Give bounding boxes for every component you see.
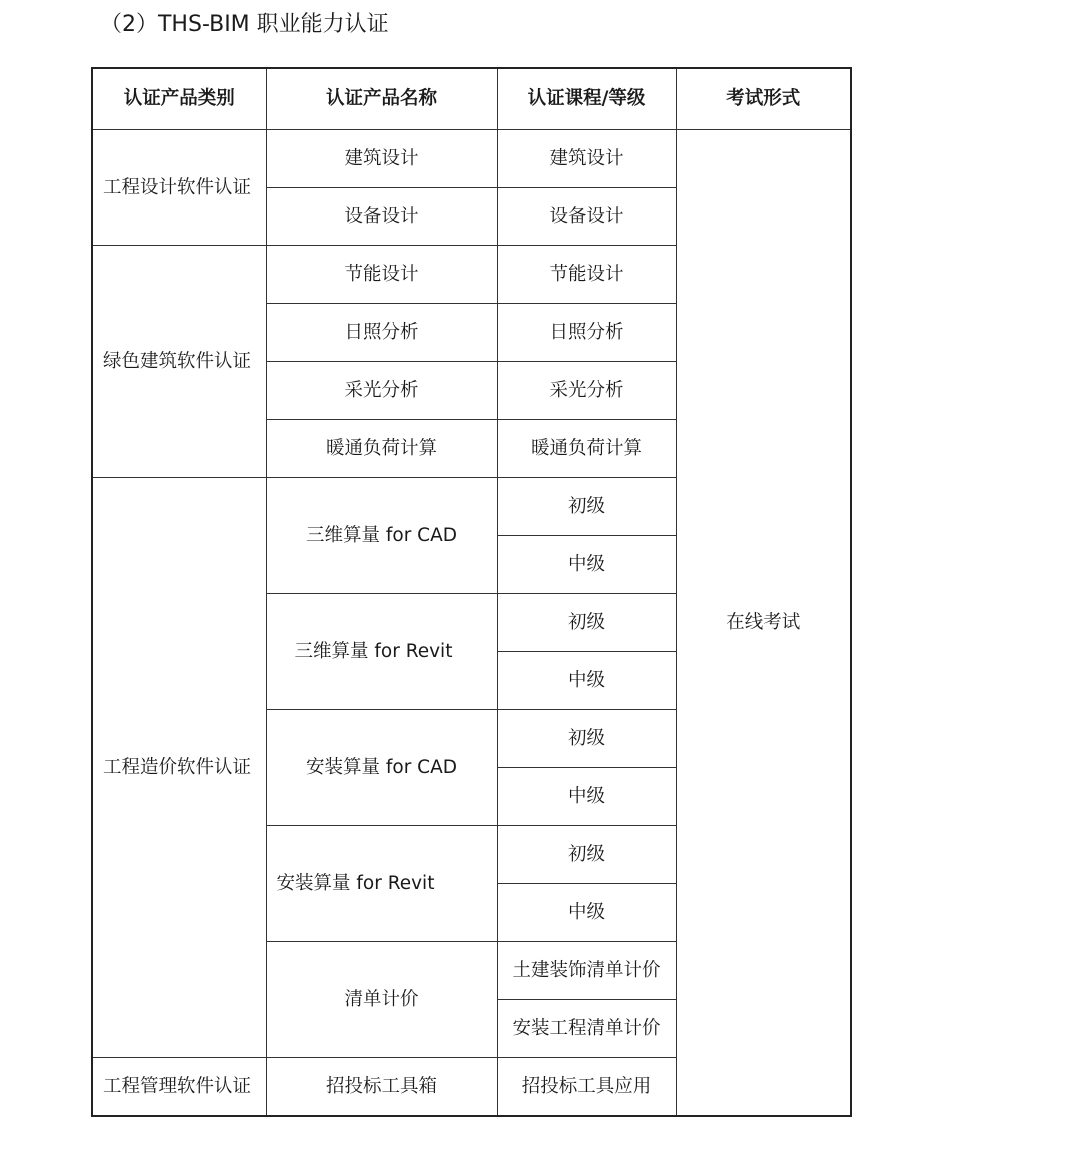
product-name-cell: 建筑设计 — [266, 130, 497, 188]
course-cell: 日照分析 — [497, 304, 676, 362]
product-name-cell: 安装算量 for Revit — [266, 826, 497, 942]
product-name-cell: 清单计价 — [266, 942, 497, 1058]
product-name-cell: 设备设计 — [266, 188, 497, 246]
table-row — [92, 130, 851, 188]
product-name-cell: 三维算量 for Revit — [266, 594, 497, 710]
exam-form-cell: 在线考试 — [676, 130, 851, 1117]
course-cell: 暖通负荷计算 — [497, 420, 676, 478]
header-course-level: 认证课程/等级 — [497, 68, 676, 130]
header-category: 认证产品类别 — [92, 68, 266, 130]
product-name-cell: 采光分析 — [266, 362, 497, 420]
header-exam-form: 考试形式 — [676, 68, 851, 130]
course-cell: 安装工程清单计价 — [497, 1000, 676, 1058]
course-cell: 中级 — [497, 652, 676, 710]
course-cell: 节能设计 — [497, 246, 676, 304]
course-cell: 初级 — [497, 478, 676, 536]
product-name-cell: 安装算量 for CAD — [266, 710, 497, 826]
course-cell: 中级 — [497, 536, 676, 594]
product-name-cell: 暖通负荷计算 — [266, 420, 497, 478]
category-cell: 工程管理软件认证 — [92, 1058, 266, 1117]
course-cell: 招投标工具应用 — [497, 1058, 676, 1117]
certification-table — [91, 67, 852, 1117]
category-cell: 工程设计软件认证 — [92, 130, 266, 246]
header-product-name: 认证产品名称 — [266, 68, 497, 130]
section-heading: （2）THS-BIM 职业能力认证 — [100, 12, 389, 37]
product-name-cell: 节能设计 — [266, 246, 497, 304]
course-cell: 初级 — [497, 594, 676, 652]
table-header-row — [92, 68, 851, 130]
course-cell: 初级 — [497, 826, 676, 884]
course-cell: 建筑设计 — [497, 130, 676, 188]
course-cell: 采光分析 — [497, 362, 676, 420]
category-cell: 工程造价软件认证 — [92, 478, 266, 1058]
product-name-cell: 招投标工具箱 — [266, 1058, 497, 1117]
course-cell: 初级 — [497, 710, 676, 768]
course-cell: 设备设计 — [497, 188, 676, 246]
course-cell: 中级 — [497, 884, 676, 942]
product-name-cell: 日照分析 — [266, 304, 497, 362]
category-cell: 绿色建筑软件认证 — [92, 246, 266, 478]
course-cell: 中级 — [497, 768, 676, 826]
product-name-cell: 三维算量 for CAD — [266, 478, 497, 594]
course-cell: 土建装饰清单计价 — [497, 942, 676, 1000]
